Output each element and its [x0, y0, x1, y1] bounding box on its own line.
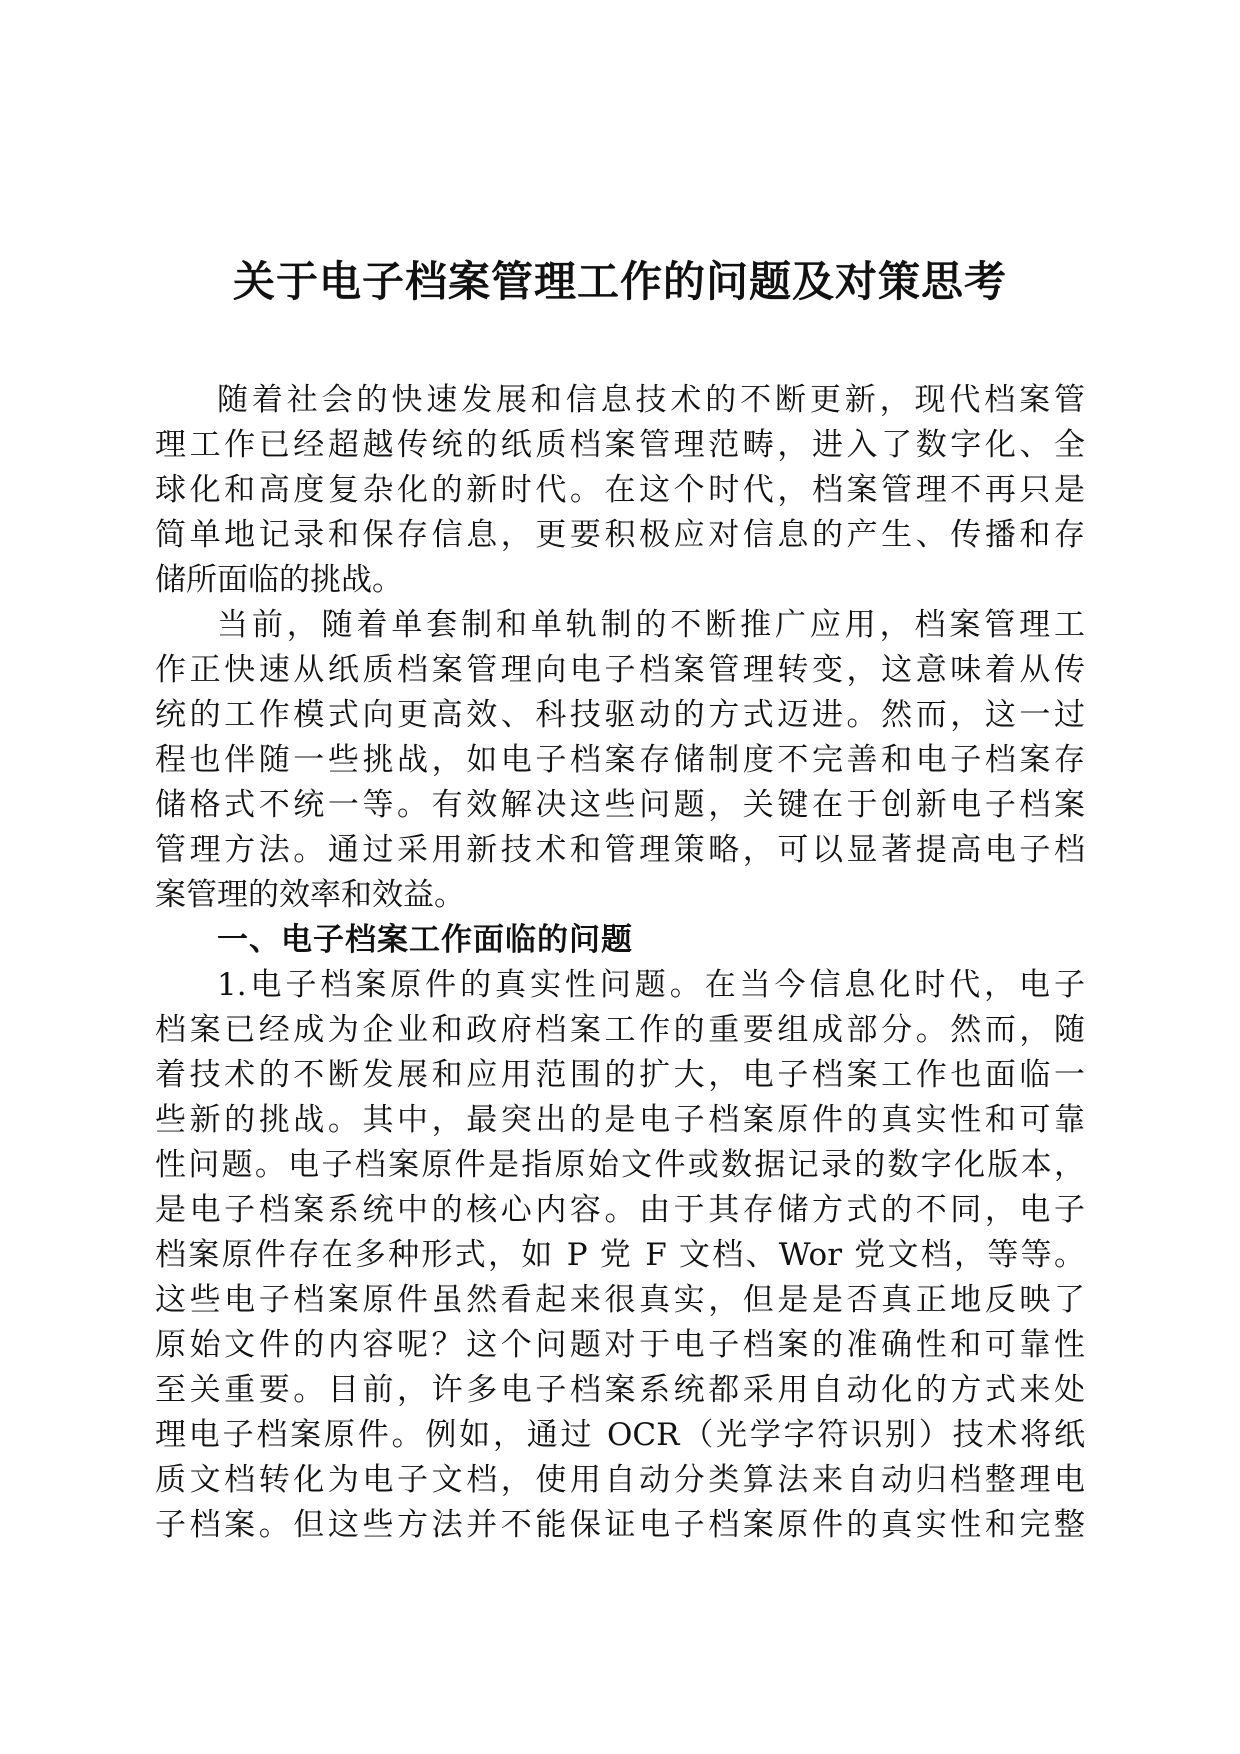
- text-line: 球化和高度复杂化的新时代。在这个时代，档案管理不再只是: [155, 472, 1085, 508]
- text-line: 理电子档案原件。例如，通过 OCR（光学字符识别）技术将纸: [155, 1417, 1085, 1453]
- text-line: 些新的挑战。其中，最突出的是电子档案原件的真实性和可靠: [155, 1102, 1085, 1138]
- text-line: 简单地记录和保存信息，更要积极应对信息的产生、传播和存: [155, 517, 1085, 553]
- text-line: 着技术的不断发展和应用范围的扩大，电子档案工作也面临一: [155, 1057, 1085, 1093]
- text-line: 管理方法。通过采用新技术和管理策略，可以显著提高电子档: [155, 832, 1085, 868]
- text-line: 至关重要。目前，许多电子档案系统都采用自动化的方式来处: [155, 1372, 1085, 1408]
- text-line: 储格式不统一等。有效解决这些问题，关键在于创新电子档案: [155, 787, 1085, 823]
- text-line: 是电子档案系统中的核心内容。由于其存储方式的不同，电子: [155, 1192, 1085, 1228]
- text-line: 理工作已经超越传统的纸质档案管理范畴，进入了数字化、全: [155, 427, 1085, 463]
- text-line: 档案原件存在多种形式，如 P 党 F 文档、Wor 党文档，等等。: [155, 1237, 1085, 1273]
- paragraph-authenticity: [155, 963, 1085, 1548]
- text-line: 作正快速从纸质档案管理向电子档案管理转变，这意味着从传: [155, 652, 1085, 688]
- document-body: [155, 378, 1085, 1548]
- text-line: 程也伴随一些挑战，如电子档案存储制度不完善和电子档案存: [155, 742, 1085, 778]
- paragraph-intro: [155, 378, 1085, 603]
- document-title: 关于电子档案管理工作的问题及对策思考: [232, 257, 1007, 306]
- text-line: 这些电子档案原件虽然看起来很真实，但是是否真正地反映了: [155, 1282, 1085, 1318]
- text-line: 案管理的效率和效益。: [155, 877, 465, 913]
- paragraph-current: [155, 603, 1085, 918]
- text-line: 随着社会的快速发展和信息技术的不断更新，现代档案管: [217, 382, 1085, 418]
- section-heading: 一、电子档案工作面临的问题: [217, 922, 633, 958]
- text-line: 子档案。但这些方法并不能保证电子档案原件的真实性和完整: [155, 1507, 1085, 1543]
- text-line: 档案已经成为企业和政府档案工作的重要组成部分。然而，随: [155, 1012, 1085, 1048]
- text-line: 性问题。电子档案原件是指原始文件或数据记录的数字化版本，: [155, 1147, 1085, 1183]
- text-line: 储所面临的挑战。: [155, 562, 403, 598]
- text-line: 1.电子档案原件的真实性问题。在当今信息化时代，电子: [217, 967, 1085, 1003]
- text-line: 原始文件的内容呢？这个问题对于电子档案的准确性和可靠性: [155, 1327, 1085, 1363]
- text-line: 质文档转化为电子文档，使用自动分类算法来自动归档整理电: [155, 1462, 1085, 1498]
- text-line: 统的工作模式向更高效、科技驱动的方式迈进。然而，这一过: [155, 697, 1085, 733]
- text-line: 当前，随着单套制和单轨制的不断推广应用，档案管理工: [217, 607, 1085, 643]
